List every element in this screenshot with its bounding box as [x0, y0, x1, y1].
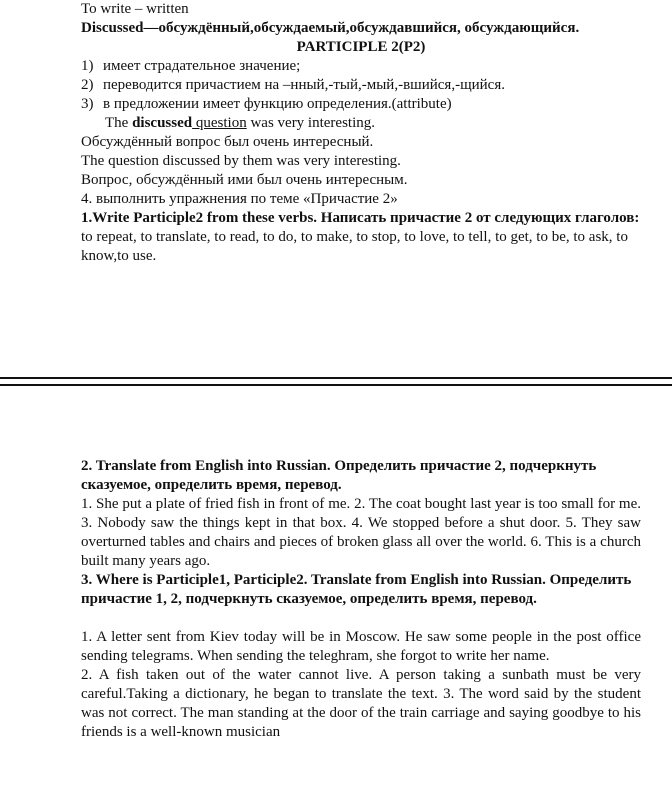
- example-line: Вопрос, обсуждённый ими был очень интересным.: [81, 172, 408, 188]
- exercise-1-title: 1.Write Participle2 from these verbs. Написать причастие 2 от следующих глаголов:: [81, 210, 640, 226]
- top-section: [81, 0, 641, 266]
- rule-item: 2) переводится причастием на –нный,-тый,-мый,-вшийся,-щийся.: [81, 77, 505, 93]
- divider-line: [0, 377, 672, 379]
- exercise-2-body: 1. She put a plate of fried fish in front of me. 2. The coat bought last year is too small for me. 3. Nobody saw the things kept in that box. 4. We stopped before a shut door. 5. They saw overturned tables and chairs and pieces of broken glass all over the world. 6. This is a church built many years ago.: [81, 496, 641, 569]
- divider-line: [0, 384, 672, 386]
- spacer: [81, 609, 641, 628]
- participle-heading: PARTICIPLE 2(P2): [296, 39, 426, 55]
- rules-list: [81, 57, 641, 114]
- example-line: The question discussed by them was very interesting.: [81, 153, 401, 169]
- example-line: Обсуждённый вопрос был очень интересный.: [81, 134, 374, 150]
- rule-item: 3) в предложении имеет функцию определения.(attribute): [81, 96, 452, 112]
- exercise-3-paragraph-2: 2. A fish taken out of the water cannot live. A person taking a sunbath must be very careful.Taking a dictionary, he began to translate the text. 3. The word said by the student was not correct. The man standing at the door of the train carriage and saying goodbye to his friends is a well-known musician: [81, 667, 641, 740]
- exercise-3-paragraph-1: 1. A letter sent from Kiev today will be in Moscow. He saw some people in the post office sending telegrams. When sending the teleghram, she forgot to write her name.: [81, 629, 641, 664]
- discussed-forms-line: Discussed—обсуждённый,обсуждаемый,обсуждавшийся, обсуждающийся.: [81, 20, 580, 36]
- task-line: 4. выполнить упражнения по теме «Причастие 2»: [81, 191, 398, 207]
- example-sentence: The discussed question was very interesting.: [105, 115, 376, 131]
- exercise-2-title: 2. Translate from English into Russian. Определить причастие 2, подчеркнуть сказуемое, определить время, перевод.: [81, 458, 597, 493]
- rule-item: 1) имеет страдательное значение;: [81, 58, 301, 74]
- write-written-line: To write – written: [81, 1, 189, 17]
- exercise-1-body: to repeat, to translate, to read, to do, to make, to stop, to love, to tell, to get, to be, to ask, to know,to use.: [81, 229, 628, 264]
- bottom-section: [81, 457, 641, 742]
- exercise-3-title: 3. Where is Participle1, Participle2. Translate from English into Russian. Определить причастие 1, 2, подчеркнуть сказуемое, определить время, перевод.: [81, 572, 632, 607]
